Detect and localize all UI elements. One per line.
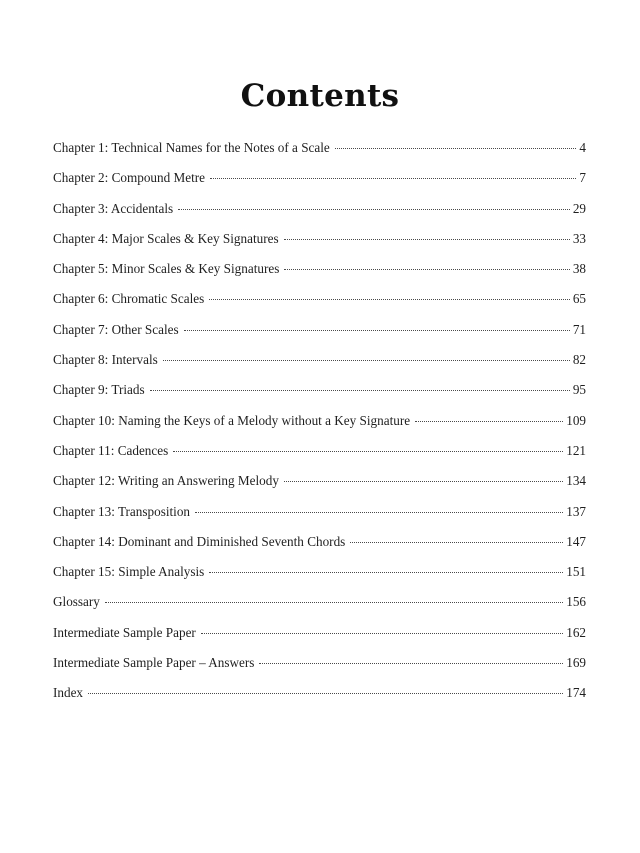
toc-entry-page-number: 174	[566, 685, 586, 701]
toc-entry-page-number: 4	[579, 140, 586, 155]
toc-entry-label: Chapter 10: Naming the Keys of a Melody without a Key Signature	[53, 412, 411, 428]
dot-leader	[163, 360, 570, 361]
toc-entry-page-number: 82	[572, 352, 586, 368]
toc-entry[interactable]	[53, 564, 586, 594]
toc-entry-label: Intermediate Sample Paper	[53, 624, 196, 640]
toc-entry[interactable]	[53, 473, 586, 503]
dot-leader	[259, 663, 563, 664]
toc-entry-label: Intermediate Sample Paper – Answers	[53, 655, 255, 671]
toc-entry[interactable]	[53, 382, 586, 412]
dot-leader	[415, 421, 563, 422]
toc-entry-label: Chapter 14: Dominant and Diminished Seventh Chords	[53, 533, 346, 549]
toc-entry-label: Chapter 6: Chromatic Scales	[53, 291, 205, 307]
dot-leader	[209, 572, 563, 573]
toc-entry[interactable]	[53, 261, 586, 291]
toc-entry-label: Chapter 7: Other Scales	[53, 321, 179, 337]
toc-entry[interactable]	[53, 685, 586, 715]
dot-leader	[284, 239, 570, 240]
toc-entry[interactable]	[53, 201, 586, 231]
toc-entry[interactable]	[53, 594, 586, 624]
dot-leader	[150, 390, 570, 391]
toc-entry-page-number: 169	[566, 655, 586, 671]
toc-entry-page-number: 137	[566, 503, 586, 519]
dot-leader	[210, 178, 576, 179]
toc-entry[interactable]	[53, 322, 586, 352]
toc-entry-page-number: 33	[572, 230, 586, 246]
toc-entry-label: Chapter 15: Simple Analysis	[53, 564, 205, 580]
dot-leader	[284, 481, 563, 482]
toc-entry-page-number: 151	[566, 564, 586, 580]
dot-leader	[201, 633, 563, 634]
toc-entry[interactable]	[53, 534, 586, 564]
dot-leader	[178, 209, 570, 210]
toc-entry-page-number: 162	[566, 624, 586, 640]
toc-entry-label: Chapter 3: Accidentals	[53, 200, 174, 216]
toc-entry-page-number: 109	[566, 412, 586, 428]
toc-entry-page-number: 134	[566, 473, 586, 489]
dot-leader	[209, 299, 570, 300]
toc-entry[interactable]	[53, 352, 586, 382]
toc-entry-page-number: 95	[572, 382, 586, 398]
toc-entry-label: Chapter 11: Cadences	[53, 442, 169, 458]
toc-entry[interactable]	[53, 413, 586, 443]
toc-entry-page-number: 7	[579, 170, 586, 186]
toc-entry-label: Chapter 13: Transposition	[53, 503, 191, 519]
dot-leader	[195, 512, 563, 513]
toc-entry[interactable]	[53, 504, 586, 534]
toc-entry-label: Chapter 2: Compound Metre	[53, 170, 205, 186]
dot-leader	[284, 269, 569, 270]
dot-leader	[105, 602, 563, 603]
toc-entry-label: Index	[53, 685, 84, 701]
toc-entry-page-number: 65	[572, 291, 586, 307]
toc-entry-label: Chapter 5: Minor Scales & Key Signatures	[53, 261, 280, 277]
table-of-contents	[53, 140, 586, 716]
dot-leader	[173, 451, 563, 452]
toc-entry-label: Chapter 12: Writing an Answering Melody	[53, 473, 279, 489]
page-title: Contents	[240, 78, 400, 114]
toc-entry-page-number: 71	[572, 321, 586, 337]
dot-leader	[350, 542, 563, 543]
toc-entry-label: Chapter 4: Major Scales & Key Signatures	[53, 230, 279, 246]
toc-entry[interactable]	[53, 170, 586, 200]
toc-entry-page-number: 156	[566, 594, 586, 610]
toc-entry[interactable]	[53, 140, 586, 170]
toc-entry-page-number: 121	[566, 442, 586, 458]
toc-entry-label: Chapter 8: Intervals	[53, 352, 158, 368]
dot-leader	[88, 693, 563, 694]
toc-entry-label: Glossary	[53, 594, 100, 610]
dot-leader	[335, 148, 577, 149]
toc-entry[interactable]	[53, 231, 586, 261]
toc-entry[interactable]	[53, 291, 586, 321]
toc-entry[interactable]	[53, 655, 586, 685]
dot-leader	[184, 330, 570, 331]
toc-entry-page-number: 147	[566, 533, 586, 549]
toc-entry-page-number: 29	[572, 200, 586, 216]
toc-entry-label: Chapter 9: Triads	[53, 382, 145, 398]
toc-entry-label: Chapter 1: Technical Names for the Notes of a Scale	[53, 140, 330, 155]
toc-entry[interactable]	[53, 443, 586, 473]
toc-entry-page-number: 38	[572, 261, 586, 277]
toc-entry[interactable]	[53, 625, 586, 655]
